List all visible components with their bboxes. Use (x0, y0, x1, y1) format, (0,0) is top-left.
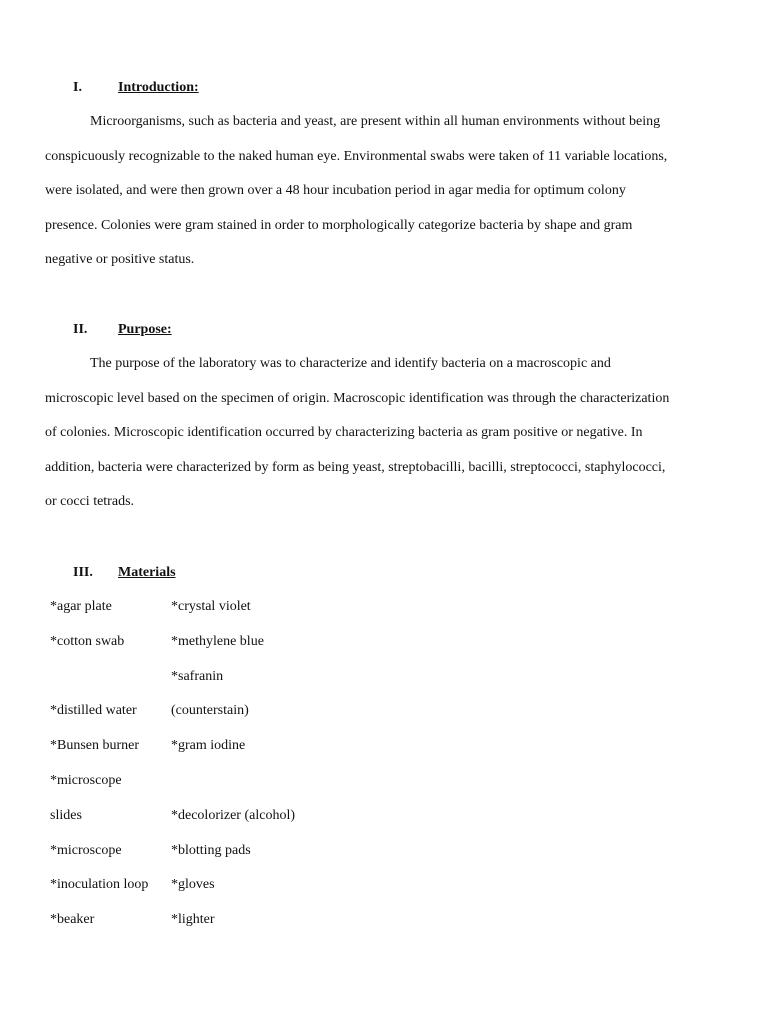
materials-row (50, 736, 450, 771)
section-title: Materials (118, 565, 176, 580)
material-item: *microscope (50, 772, 122, 788)
paragraph-line: addition, bacteria were characterized by form as being yeast, streptobacilli, bacilli, streptococci, staphylococci, (45, 459, 666, 475)
material-item: *inoculation loop (50, 877, 149, 893)
paragraph-line: or cocci tetrads. (45, 494, 135, 510)
material-item: *methylene blue (171, 633, 264, 649)
paragraph-line: were isolated, and were then grown over a 48 hour incubation period in agar media for optimum colony (45, 183, 626, 199)
materials-row (50, 632, 450, 667)
material-item: *gloves (171, 877, 215, 893)
material-item: *Bunsen burner (50, 738, 140, 754)
section-number: II. (73, 322, 88, 337)
material-item: (counterstain) (171, 703, 249, 719)
material-item: *blotting pads (171, 842, 251, 858)
paragraph-line: negative or positive status. (45, 252, 195, 268)
material-item: *safranin (171, 668, 224, 684)
section-heading-purpose (73, 322, 172, 338)
materials-row (50, 597, 450, 632)
paragraph-line: Microorganisms, such as bacteria and yeast, are present within all human environments without being (90, 114, 661, 129)
materials-list (50, 597, 450, 945)
paragraph-line: of colonies. Microscopic identification occurred by characterizing bacteria as gram positive or negative. In (45, 425, 643, 441)
purpose-paragraph (45, 347, 735, 520)
material-item: *gram iodine (171, 738, 246, 754)
material-item: slides (50, 807, 82, 823)
materials-row (50, 875, 450, 910)
materials-row (50, 806, 450, 841)
introduction-paragraph (45, 105, 735, 278)
section-heading-materials (73, 565, 176, 581)
section-title: Purpose: (118, 322, 172, 337)
material-item: *microscope (50, 842, 122, 858)
paragraph-line: presence. Colonies were gram stained in order to morphologically categorize bacteria by shape and gram (45, 217, 633, 233)
paragraph-line: conspicuously recognizable to the naked human eye. Environmental swabs were taken of 11 variable locations, (45, 148, 668, 164)
material-item: *distilled water (50, 703, 137, 719)
materials-row (50, 771, 450, 806)
materials-row (50, 667, 450, 702)
materials-row (50, 910, 450, 945)
section-number: I. (73, 80, 82, 95)
material-item: *beaker (50, 912, 95, 928)
section-number: III. (73, 565, 93, 580)
material-item: *agar plate (50, 599, 112, 614)
material-item: *crystal violet (171, 599, 251, 614)
materials-row (50, 701, 450, 736)
paragraph-line: microscopic level based on the specimen of origin. Macroscopic identification was through the characterization (45, 390, 670, 406)
section-heading-introduction (73, 80, 199, 96)
paragraph-line: The purpose of the laboratory was to characterize and identify bacteria on a macroscopic and (90, 356, 611, 371)
material-item: *cotton swab (50, 633, 125, 649)
section-title: Introduction: (118, 80, 199, 95)
materials-row (50, 841, 450, 876)
material-item: *decolorizer (alcohol) (171, 807, 295, 823)
material-item: *lighter (171, 912, 215, 928)
